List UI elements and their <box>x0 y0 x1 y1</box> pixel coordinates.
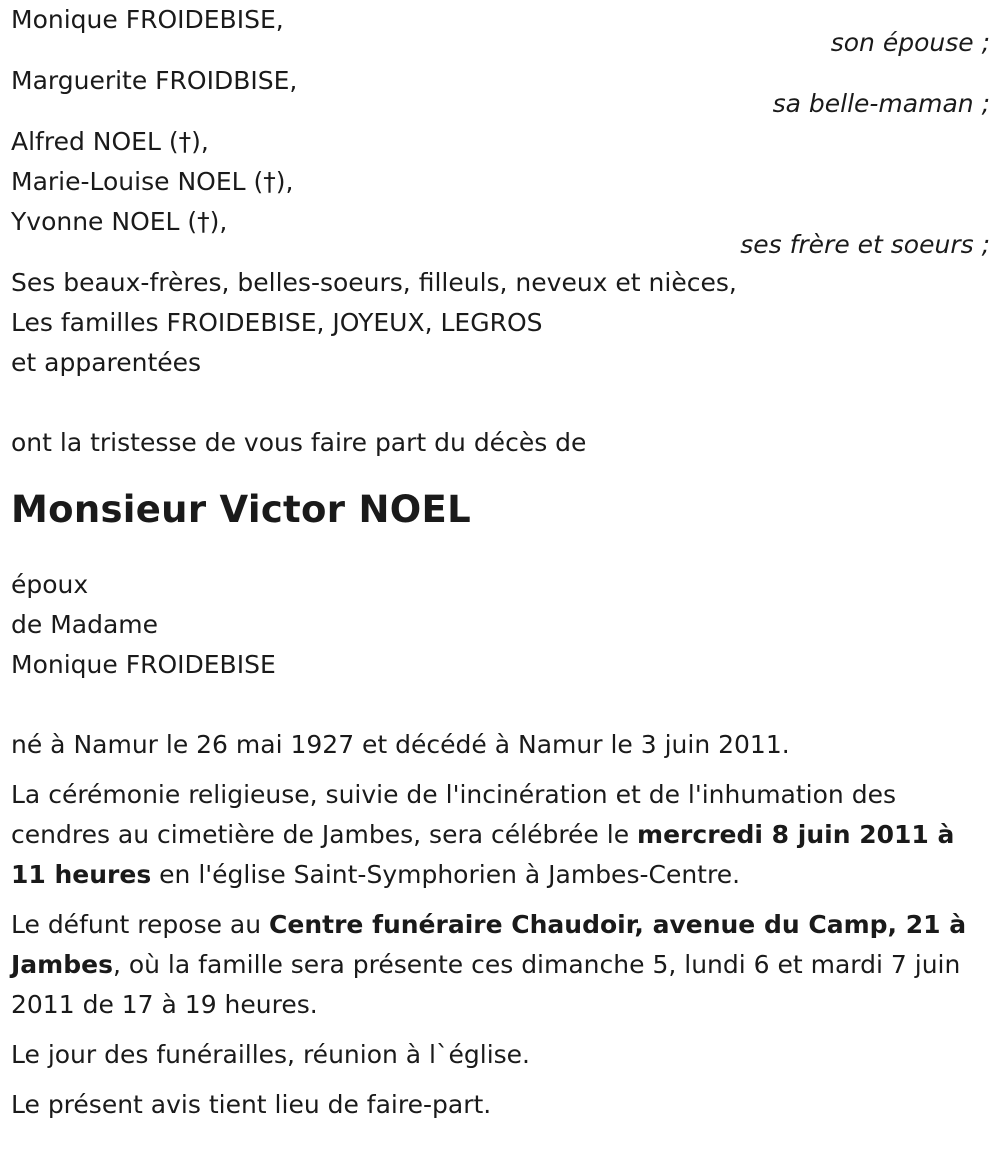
deceased-name-heading: Monsieur Victor NOEL <box>11 488 471 531</box>
ceremony-text: La cérémonie religieuse, suivie de l'incinération et de l'inhumation des cendres au cimetière de Jambes, sera célébrée le <box>11 780 896 849</box>
family-group-siblings <box>11 122 990 265</box>
family-group-spouse <box>11 0 990 63</box>
spouse-line: Monique FROIDEBISE <box>11 650 276 679</box>
other-relatives <box>11 263 990 383</box>
ceremony-location: en l'église Saint-Symphorien à Jambes-Centre. <box>151 860 741 889</box>
repose-text: Le défunt repose au <box>11 910 270 939</box>
relatives-line: et apparentées <box>11 348 202 377</box>
family-group-mother-in-law <box>11 61 990 124</box>
relatives-line: Les familles FROIDEBISE, JOYEUX, LEGROS <box>11 308 543 337</box>
family-name: Monique FROIDEBISE, <box>11 5 284 34</box>
ceremony-date: mercredi 8 juin 2011 à 11 heures <box>11 820 955 889</box>
spouse-line: époux <box>11 570 89 599</box>
ceremony-paragraph <box>11 775 990 895</box>
family-name: Marguerite FROIDBISE, <box>11 66 298 95</box>
family-name: Marie-Louise NOEL (†), <box>11 167 294 196</box>
repose-paragraph <box>11 905 990 1025</box>
family-relation: sa belle-maman ; <box>772 89 990 118</box>
repose-hours: , où la famille sera présente ces dimanche 5, lundi 6 et mardi 7 juin 2011 de 17 à 19 heures. <box>11 950 961 1019</box>
relatives-line: Ses beaux-frères, belles-soeurs, filleuls, neveux et nièces, <box>11 268 737 297</box>
spouse-info <box>11 565 990 685</box>
family-relation: son épouse ; <box>830 28 990 57</box>
notice-note: Le présent avis tient lieu de faire-part. <box>11 1090 492 1119</box>
birth-death-line: né à Namur le 26 mai 1927 et décédé à Namur le 3 juin 2011. <box>11 730 790 759</box>
announcement-text: ont la tristesse de vous faire part du décès de <box>11 428 587 457</box>
funeral-day-note: Le jour des funérailles, réunion à l`église. <box>11 1040 530 1069</box>
family-relation: ses frère et soeurs ; <box>740 230 990 259</box>
spouse-line: de Madame <box>11 610 159 639</box>
repose-place: Centre funéraire Chaudoir, avenue du Camp, 21 à Jambes <box>11 910 967 979</box>
family-name: Alfred NOEL (†), <box>11 127 209 156</box>
family-name: Yvonne NOEL (†), <box>11 207 228 236</box>
